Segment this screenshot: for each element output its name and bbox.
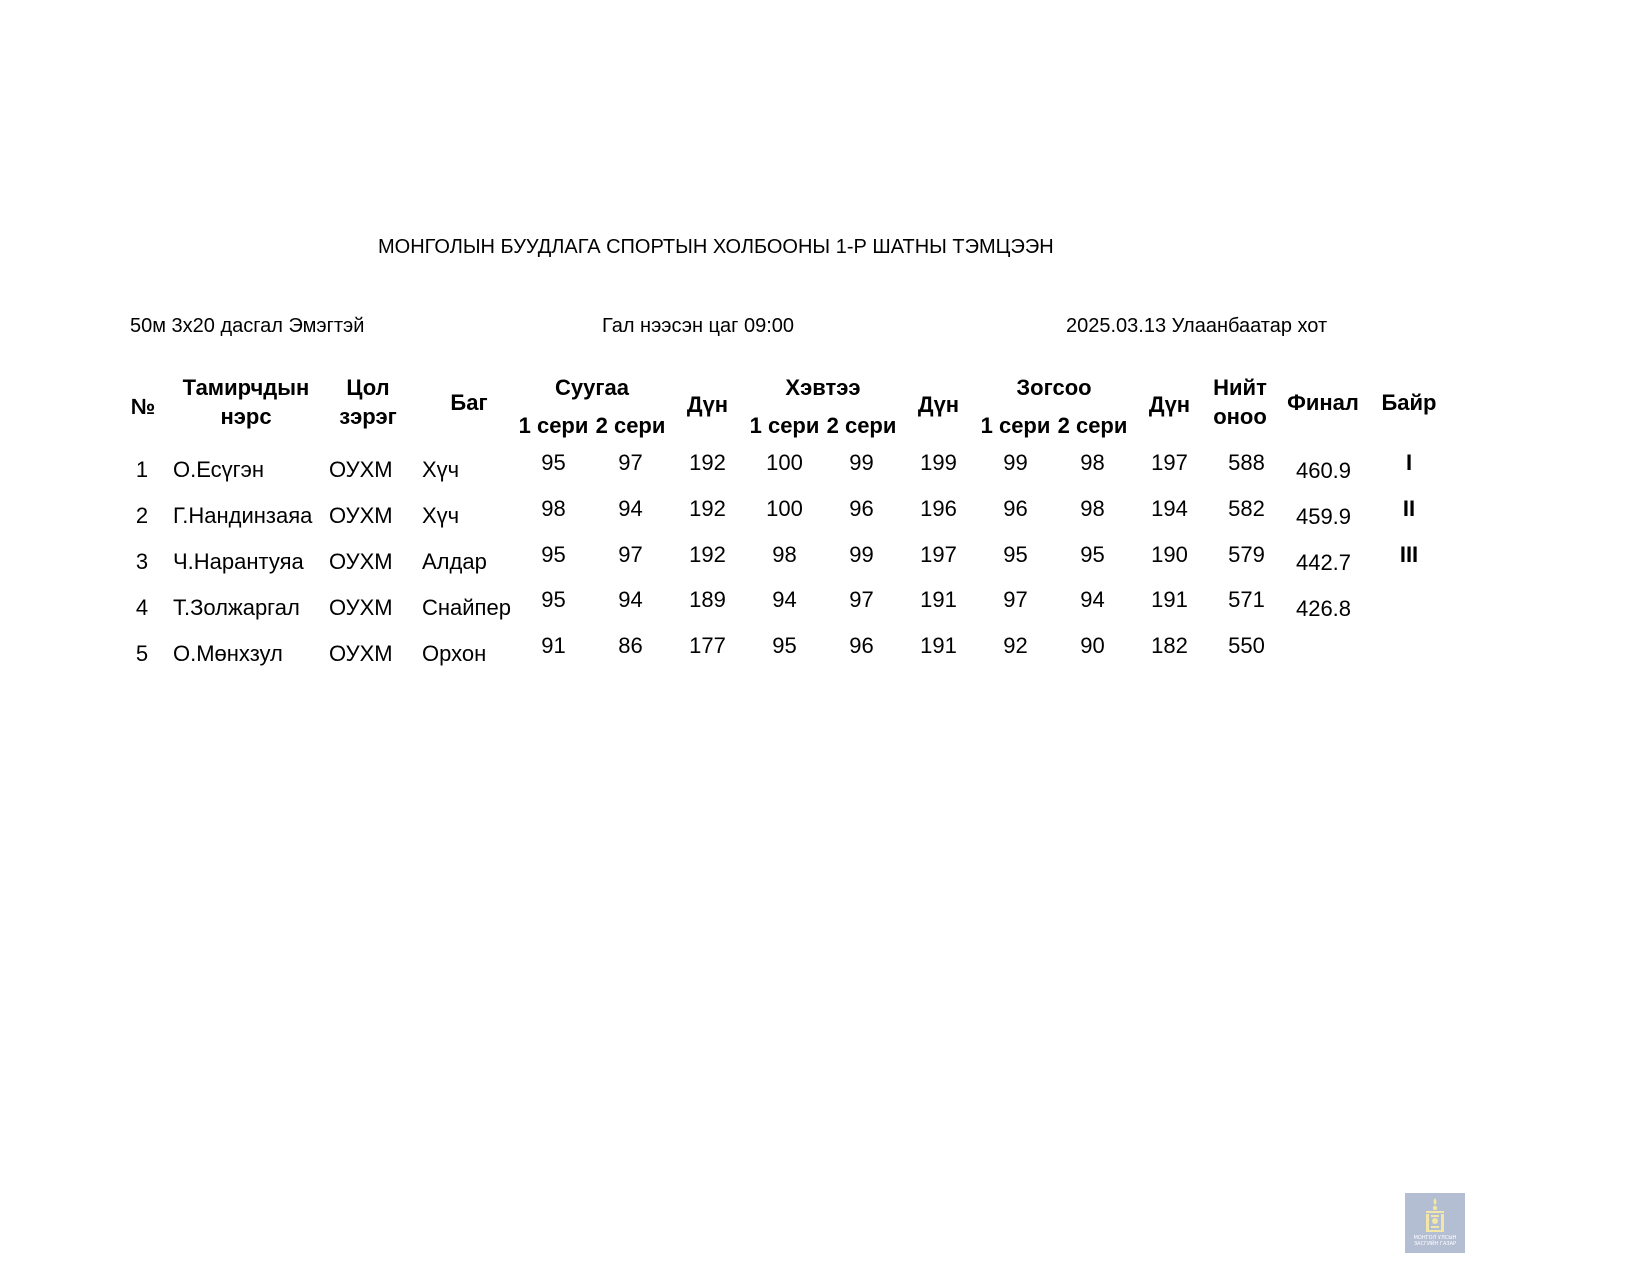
cell-prone-sum: 199 xyxy=(920,450,957,475)
cell-team: Алдар xyxy=(422,549,487,574)
cell-name: Г.Нандинзаяа xyxy=(173,503,313,528)
cell-name: О.Есүгэн xyxy=(173,457,265,482)
cell-prone-sum: 197 xyxy=(920,542,957,567)
header-prone-subtotal: Дүн xyxy=(917,392,960,417)
cell-place: III xyxy=(1399,542,1419,567)
cell-final: 426.8 xyxy=(1295,596,1352,621)
cell-kneeling-s2: 86 xyxy=(618,633,643,658)
header-standing-series1: 1 сери xyxy=(980,413,1051,438)
cell-kneeling-s1: 95 xyxy=(541,450,566,475)
header-standing-series2: 2 сери xyxy=(1057,413,1128,438)
cell-standing-s2: 94 xyxy=(1080,587,1105,612)
cell-total: 571 xyxy=(1228,587,1265,612)
header-final: Финал xyxy=(1287,390,1359,415)
header-total xyxy=(1200,373,1280,431)
cell-team: Орхон xyxy=(422,641,487,666)
emblem-line2: ЗАСГИЙН ГАЗАР xyxy=(1413,1241,1457,1247)
cell-kneeling-s1: 95 xyxy=(541,542,566,567)
cell-kneeling-sum: 192 xyxy=(689,542,726,567)
cell-no: 3 xyxy=(135,549,149,574)
cell-team: Хүч xyxy=(422,503,460,528)
date-place-label: 2025.03.13 Улаанбаатар хот xyxy=(1066,315,1328,337)
cell-total: 550 xyxy=(1228,633,1265,658)
header-no: № xyxy=(130,394,156,419)
cell-no: 2 xyxy=(135,503,149,528)
cell-kneeling-s2: 97 xyxy=(618,450,643,475)
cell-rank: ОУХМ xyxy=(329,549,393,574)
cell-total: 588 xyxy=(1228,450,1265,475)
cell-no: 1 xyxy=(135,457,149,482)
cell-no: 4 xyxy=(135,595,149,620)
cell-kneeling-s2: 94 xyxy=(618,587,643,612)
cell-total: 582 xyxy=(1228,496,1265,521)
cell-prone-sum: 196 xyxy=(920,496,957,521)
cell-prone-s2: 99 xyxy=(849,542,874,567)
cell-rank: ОУХМ xyxy=(329,595,393,620)
cell-kneeling-s1: 98 xyxy=(541,496,566,521)
cell-standing-sum: 182 xyxy=(1151,633,1188,658)
cell-final: 459.9 xyxy=(1295,504,1352,529)
header-rank-line2: зэрэг xyxy=(339,404,397,429)
cell-prone-sum: 191 xyxy=(920,633,957,658)
cell-prone-s1: 94 xyxy=(772,587,797,612)
cell-standing-s2: 98 xyxy=(1080,496,1105,521)
cell-standing-sum: 194 xyxy=(1151,496,1188,521)
header-standing: Зогсоо xyxy=(1016,375,1092,400)
cell-prone-s1: 98 xyxy=(772,542,797,567)
cell-final: 460.9 xyxy=(1295,458,1352,483)
header-total-line1: Нийт xyxy=(1213,375,1267,400)
cell-standing-sum: 191 xyxy=(1151,587,1188,612)
cell-standing-s2: 90 xyxy=(1080,633,1105,658)
cell-standing-s1: 92 xyxy=(1003,633,1028,658)
cell-prone-s2: 97 xyxy=(849,587,874,612)
page-title: МОНГОЛЫН БУУДЛАГА СПОРТЫН ХОЛБООНЫ 1-Р ШАТНЫ ТЭМЦЭЭН xyxy=(378,236,1054,258)
cell-place: II xyxy=(1402,496,1416,521)
emblem-line1: МОНГОЛ УЛСЫН xyxy=(1413,1235,1457,1241)
cell-standing-s1: 99 xyxy=(1003,450,1028,475)
header-prone-series2: 2 сери xyxy=(826,413,897,438)
cell-standing-sum: 197 xyxy=(1151,450,1188,475)
cell-prone-sum: 191 xyxy=(920,587,957,612)
cell-standing-sum: 190 xyxy=(1151,542,1188,567)
start-time-label: Гал нээсэн цаг 09:00 xyxy=(602,315,795,337)
header-prone-series1: 1 сери xyxy=(749,413,820,438)
cell-prone-s1: 100 xyxy=(766,450,803,475)
header-place: Байр xyxy=(1381,390,1437,415)
cell-standing-s2: 98 xyxy=(1080,450,1105,475)
cell-rank: ОУХМ xyxy=(329,457,393,482)
cell-name: Ч.Нарантуяа xyxy=(173,549,304,574)
header-name xyxy=(170,373,322,431)
cell-rank: ОУХМ xyxy=(329,641,393,666)
header-standing-subtotal: Дүн xyxy=(1148,392,1191,417)
soyombo-icon xyxy=(1422,1197,1448,1233)
cell-kneeling-sum: 177 xyxy=(689,633,726,658)
header-rank-line1: Цол xyxy=(346,375,390,400)
header-kneeling-subtotal: Дүн xyxy=(686,392,729,417)
cell-standing-s2: 95 xyxy=(1080,542,1105,567)
emblem-caption xyxy=(1414,1235,1457,1247)
cell-prone-s2: 96 xyxy=(849,496,874,521)
cell-kneeling-s2: 97 xyxy=(618,542,643,567)
cell-prone-s2: 99 xyxy=(849,450,874,475)
cell-kneeling-sum: 189 xyxy=(689,587,726,612)
cell-kneeling-s1: 95 xyxy=(541,587,566,612)
cell-prone-s1: 100 xyxy=(766,496,803,521)
event-label: 50м 3х20 дасгал Эмэгтэй xyxy=(130,315,365,337)
cell-kneeling-sum: 192 xyxy=(689,450,726,475)
cell-team: Хүч xyxy=(422,457,460,482)
header-name-line2: нэрс xyxy=(220,404,272,429)
header-prone: Хэвтээ xyxy=(785,375,861,400)
header-kneeling-series1: 1 сери xyxy=(518,413,589,438)
cell-no: 5 xyxy=(135,641,149,666)
cell-prone-s2: 96 xyxy=(849,633,874,658)
cell-name: Т.Золжаргал xyxy=(173,595,300,620)
cell-standing-s1: 97 xyxy=(1003,587,1028,612)
cell-kneeling-s1: 91 xyxy=(541,633,566,658)
header-team: Баг xyxy=(450,390,488,415)
cell-standing-s1: 96 xyxy=(1003,496,1028,521)
cell-rank: ОУХМ xyxy=(329,503,393,528)
header-kneeling: Суугаа xyxy=(555,375,629,400)
cell-total: 579 xyxy=(1228,542,1265,567)
header-kneeling-series2: 2 сери xyxy=(595,413,666,438)
cell-team: Снайпер xyxy=(422,595,511,620)
cell-kneeling-sum: 192 xyxy=(689,496,726,521)
cell-standing-s1: 95 xyxy=(1003,542,1028,567)
header-rank xyxy=(322,373,414,431)
cell-name: О.Мөнхзул xyxy=(173,641,283,666)
cell-kneeling-s2: 94 xyxy=(618,496,643,521)
cell-final: 442.7 xyxy=(1295,550,1352,575)
cell-prone-s1: 95 xyxy=(772,633,797,658)
header-total-line2: оноо xyxy=(1213,404,1267,429)
header-name-line1: Тамирчдын xyxy=(182,375,310,400)
cell-place: I xyxy=(1405,450,1413,475)
government-emblem xyxy=(1405,1193,1465,1253)
